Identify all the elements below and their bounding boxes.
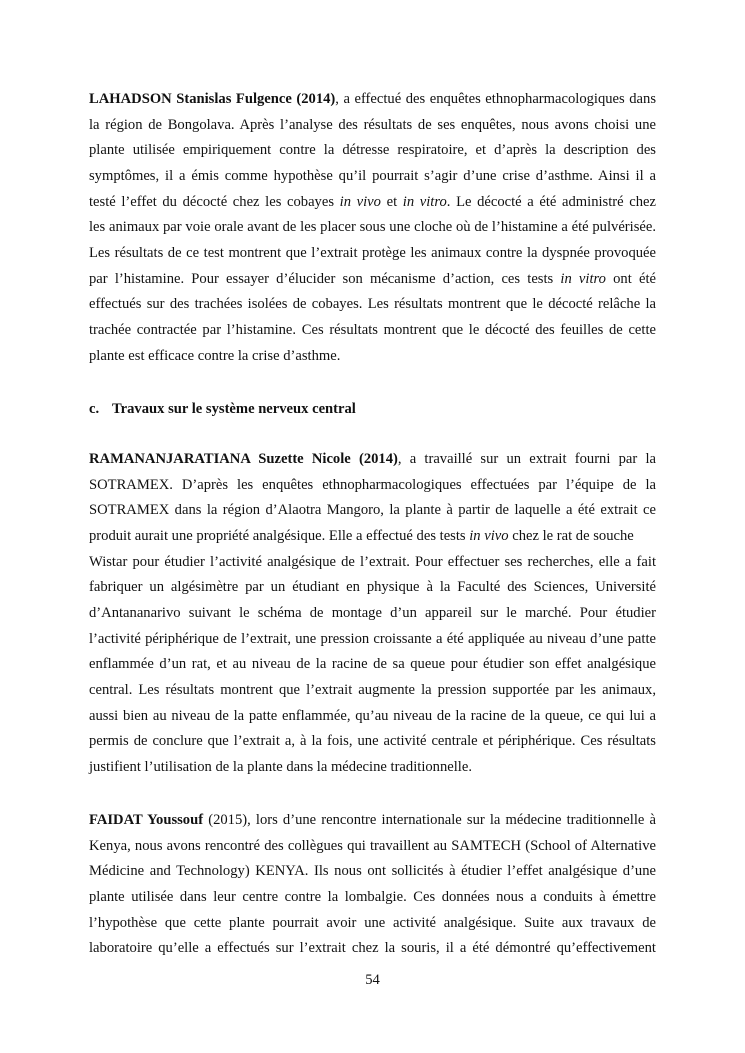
- text-line: effectués sur des trachées isolées de cobayes. Les résultats montrent que le décocté relâche la: [89, 296, 656, 313]
- text-line: par l’histamine. Pour essayer d’élucider son mécanisme d’action, ces tests in vitro ont été: [89, 270, 656, 287]
- text-line: l’activité périphérique de l’extrait, une pression croissante a été appliquée au niveau d’une patte: [89, 630, 656, 647]
- text-line: produit aurait une propriété analgésique. Elle a effectué des tests in vivo chez le rat de souche: [89, 527, 634, 544]
- text-line: justifient l’utilisation de la plante dans la médecine traditionnelle.: [89, 758, 472, 775]
- text-line: central. Les résultats montrent que l’extrait augmente la pression supportée par les animaux,: [89, 681, 656, 698]
- section-heading: [89, 398, 356, 420]
- text-line: symptômes, il a émis comme hypothèse qu’il pourrait s’agir d’une crise d’asthme. Ainsi il a: [89, 167, 656, 184]
- text-line: testé l’effet du décocté chez les cobayes in vivo et in vitro. Le décocté a été administré chez: [89, 193, 656, 210]
- author-name: LAHADSON Stanislas Fulgence (2014): [89, 91, 336, 107]
- paragraph-faidat: [89, 808, 656, 962]
- text-line: FAIDAT Youssouf (2015), lors d’une rencontre internationale sur la médecine traditionnelle à: [89, 812, 656, 828]
- text-line: les animaux par voie orale avant de les placer sous une cloche où de l’histamine a été pulvérisée.: [89, 219, 656, 236]
- text-line: Wistar pour étudier l’activité analgésique de l’extrait. Pour effectuer ses recherches, elle a fait: [89, 553, 656, 570]
- section-number: c.: [89, 401, 100, 417]
- author-name: RAMANANJARATIANA Suzette Nicole (2014): [89, 451, 398, 467]
- text-line: l’hypothèse que cette plante pourrait avoir une activité analgésique. Suite aux travaux de: [89, 914, 656, 931]
- author-name: FAIDAT Youssouf: [89, 812, 204, 828]
- text-line: d’Antananarivo suivant le schéma de montage d’un appareil sur le marché. Pour étudier: [89, 604, 656, 621]
- italic-term: in vitro: [560, 270, 606, 287]
- paragraph-lahadson: [89, 87, 656, 369]
- text-line: plante utilisée dans leur centre contre la lombalgie. Ces données nous a conduits à émettre: [89, 888, 656, 905]
- text-line: Les résultats de ce test montrent que l’extrait protège les animaux contre la dyspnée provoquée: [89, 244, 656, 261]
- text-line: aussi bien au niveau de la patte enflammée, qu’au niveau de la racine de la queue, ce qui lui a: [89, 707, 656, 724]
- section-title: Travaux sur le système nerveux central: [112, 401, 356, 417]
- text-line: laboratoire qu’elle a effectués sur l’extrait chez la souris, il a été démontré qu’effectivement: [89, 940, 656, 957]
- text-line: plante est efficace contre la crise d’asthme.: [89, 347, 341, 364]
- text-line: permis de conclure que l’extrait a, à la fois, une activité centrale et périphérique. Ces résultats: [89, 733, 656, 750]
- italic-term: in vivo: [339, 193, 381, 210]
- text-line: trachée contractée par l’histamine. Ces résultats montrent que le décocté des feuilles de cette: [89, 321, 656, 338]
- text-line: Médicine and Technology) KENYA. Ils nous ont sollicités à étudier l’effet analgésique d’une: [89, 863, 656, 880]
- text-line: la région de Bongolava. Après l’analyse des résultats de ses enquêtes, nous avons choisi une: [89, 116, 656, 133]
- text-line: enflammée d’un rat, et au niveau de la racine de sa queue pour étudier son effet analgésique: [89, 656, 656, 673]
- text-line: SOTRAMEX. D’après les enquêtes ethnopharmacologiques effectuées par l’équipe de la: [89, 476, 656, 493]
- paragraph-ramananjaratiana: [89, 447, 656, 781]
- text-line: fabriquer un algésimètre par un étudiant en physique à la Faculté des Sciences, Université: [89, 579, 656, 596]
- text-line: plante utilisée empiriquement contre la détresse respiratoire, et d’après la description des: [89, 142, 656, 159]
- text-line: LAHADSON Stanislas Fulgence (2014), a effectué des enquêtes ethnopharmacologiques dans: [89, 91, 656, 107]
- page-number: 54: [365, 972, 380, 988]
- italic-term: in vivo: [469, 527, 509, 544]
- text-line: Kenya, nous avons rencontré des collègues qui travaillent au SAMTECH (School of Alternative: [89, 837, 656, 854]
- italic-term: in vitro: [402, 193, 447, 210]
- text-line: RAMANANJARATIANA Suzette Nicole (2014), a travaillé sur un extrait fourni par la: [89, 451, 656, 467]
- text-line: SOTRAMEX dans la région d’Alaotra Mangoro, la plante à partir de laquelle a été extrait ce: [89, 502, 656, 519]
